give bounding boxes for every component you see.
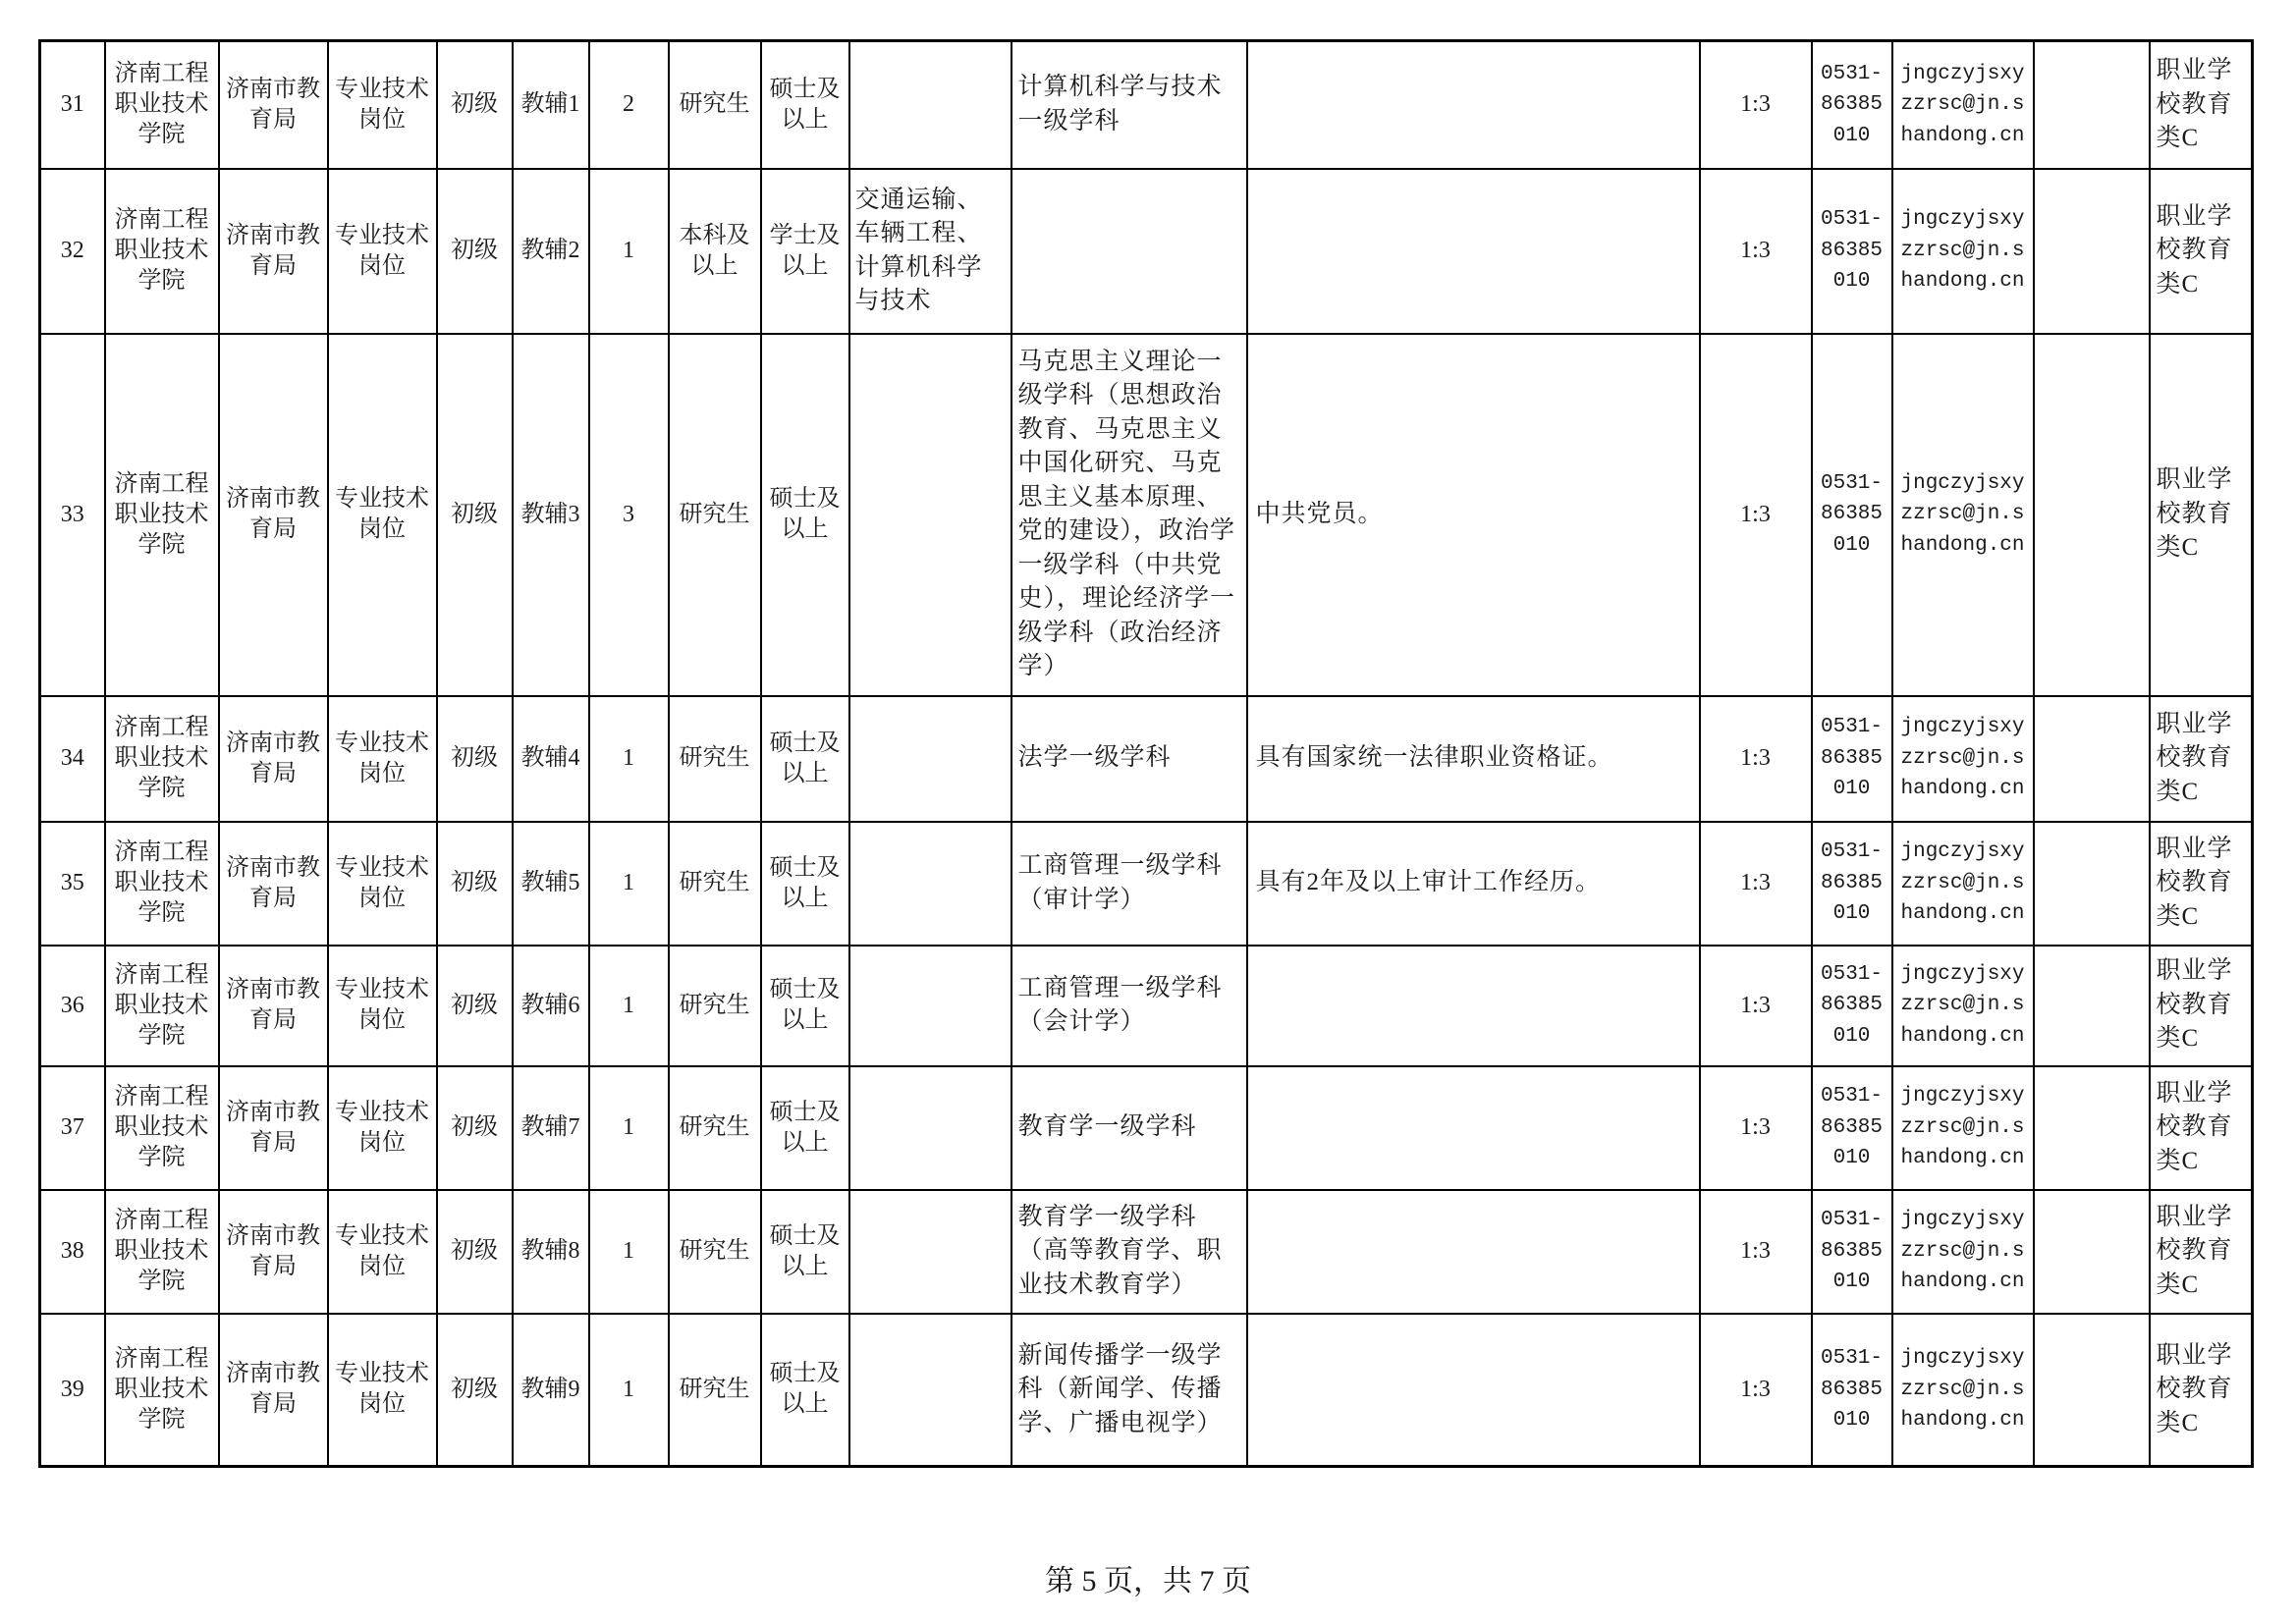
headcount-cell: 2 bbox=[589, 41, 669, 169]
education-cell: 研究生 bbox=[669, 1314, 761, 1467]
degree-cell: 硕士及以上 bbox=[761, 696, 849, 822]
phone-cell: 0531-86385010 bbox=[1812, 946, 1892, 1066]
degree-cell: 硕士及以上 bbox=[761, 41, 849, 169]
row-number-cell: 38 bbox=[40, 1190, 105, 1314]
table-row bbox=[40, 1066, 2253, 1190]
exam-category-cell: 职业学校教育类C bbox=[2150, 946, 2253, 1066]
headcount-cell: 1 bbox=[589, 1066, 669, 1190]
email-cell: jngczyjsxyzzrsc@jn.shandong.cn bbox=[1892, 696, 2034, 822]
table-row bbox=[40, 41, 2253, 169]
row-number-cell: 37 bbox=[40, 1066, 105, 1190]
education-cell: 研究生 bbox=[669, 1066, 761, 1190]
phone-cell: 0531-86385010 bbox=[1812, 822, 1892, 946]
undergrad-major-cell bbox=[849, 822, 1011, 946]
table-row bbox=[40, 1190, 2253, 1314]
degree-cell: 硕士及以上 bbox=[761, 1066, 849, 1190]
post-name-cell: 教辅3 bbox=[513, 334, 589, 696]
undergrad-major-cell bbox=[849, 1190, 1011, 1314]
other-requirements-cell bbox=[1247, 946, 1700, 1066]
undergrad-major-cell bbox=[849, 1314, 1011, 1467]
employer-cell: 济南工程职业技术学院 bbox=[105, 696, 219, 822]
post-name-cell: 教辅9 bbox=[513, 1314, 589, 1467]
other-requirements-cell: 中共党员。 bbox=[1247, 334, 1700, 696]
education-cell: 研究生 bbox=[669, 822, 761, 946]
remarks-cell bbox=[2034, 41, 2150, 169]
post-level-cell: 初级 bbox=[437, 946, 513, 1066]
table-row bbox=[40, 696, 2253, 822]
post-level-cell: 初级 bbox=[437, 334, 513, 696]
ratio-cell: 1:3 bbox=[1700, 946, 1812, 1066]
other-requirements-cell bbox=[1247, 1190, 1700, 1314]
recruitment-table bbox=[38, 39, 2254, 1468]
remarks-cell bbox=[2034, 1314, 2150, 1467]
post-level-cell: 初级 bbox=[437, 822, 513, 946]
phone-cell: 0531-86385010 bbox=[1812, 334, 1892, 696]
exam-category-cell: 职业学校教育类C bbox=[2150, 169, 2253, 334]
post-category-cell: 专业技术岗位 bbox=[328, 822, 437, 946]
post-level-cell: 初级 bbox=[437, 1190, 513, 1314]
post-category-cell: 专业技术岗位 bbox=[328, 1190, 437, 1314]
exam-category-cell: 职业学校教育类C bbox=[2150, 696, 2253, 822]
employer-cell: 济南工程职业技术学院 bbox=[105, 1190, 219, 1314]
remarks-cell bbox=[2034, 334, 2150, 696]
authority-cell: 济南市教育局 bbox=[219, 169, 328, 334]
authority-cell: 济南市教育局 bbox=[219, 1066, 328, 1190]
exam-category-cell: 职业学校教育类C bbox=[2150, 334, 2253, 696]
undergrad-major-cell bbox=[849, 41, 1011, 169]
other-requirements-cell bbox=[1247, 1314, 1700, 1467]
authority-cell: 济南市教育局 bbox=[219, 1190, 328, 1314]
headcount-cell: 1 bbox=[589, 946, 669, 1066]
row-number-cell: 32 bbox=[40, 169, 105, 334]
page-number: 第 5 页，共 7 页 bbox=[1045, 1565, 1251, 1597]
remarks-cell bbox=[2034, 946, 2150, 1066]
post-name-cell: 教辅6 bbox=[513, 946, 589, 1066]
degree-cell: 硕士及以上 bbox=[761, 1190, 849, 1314]
post-level-cell: 初级 bbox=[437, 1314, 513, 1467]
post-category-cell: 专业技术岗位 bbox=[328, 696, 437, 822]
exam-category-cell: 职业学校教育类C bbox=[2150, 41, 2253, 169]
phone-cell: 0531-86385010 bbox=[1812, 41, 1892, 169]
phone-cell: 0531-86385010 bbox=[1812, 1314, 1892, 1467]
email-cell: jngczyjsxyzzrsc@jn.shandong.cn bbox=[1892, 169, 2034, 334]
phone-cell: 0531-86385010 bbox=[1812, 696, 1892, 822]
email-cell: jngczyjsxyzzrsc@jn.shandong.cn bbox=[1892, 822, 2034, 946]
phone-cell: 0531-86385010 bbox=[1812, 1066, 1892, 1190]
post-name-cell: 教辅4 bbox=[513, 696, 589, 822]
headcount-cell: 1 bbox=[589, 169, 669, 334]
row-number-cell: 33 bbox=[40, 334, 105, 696]
employer-cell: 济南工程职业技术学院 bbox=[105, 822, 219, 946]
remarks-cell bbox=[2034, 1066, 2150, 1190]
degree-cell: 硕士及以上 bbox=[761, 334, 849, 696]
headcount-cell: 1 bbox=[589, 1190, 669, 1314]
row-number-cell: 31 bbox=[40, 41, 105, 169]
authority-cell: 济南市教育局 bbox=[219, 822, 328, 946]
authority-cell: 济南市教育局 bbox=[219, 1314, 328, 1467]
undergrad-major-cell bbox=[849, 1066, 1011, 1190]
education-cell: 研究生 bbox=[669, 946, 761, 1066]
other-requirements-cell bbox=[1247, 41, 1700, 169]
row-number-cell: 35 bbox=[40, 822, 105, 946]
postgrad-major-cell: 教育学一级学科 bbox=[1011, 1066, 1247, 1190]
row-number-cell: 39 bbox=[40, 1314, 105, 1467]
post-name-cell: 教辅1 bbox=[513, 41, 589, 169]
other-requirements-cell: 具有国家统一法律职业资格证。 bbox=[1247, 696, 1700, 822]
post-name-cell: 教辅5 bbox=[513, 822, 589, 946]
ratio-cell: 1:3 bbox=[1700, 1190, 1812, 1314]
postgrad-major-cell: 教育学一级学科（高等教育学、职业技术教育学） bbox=[1011, 1190, 1247, 1314]
postgrad-major-cell bbox=[1011, 169, 1247, 334]
employer-cell: 济南工程职业技术学院 bbox=[105, 169, 219, 334]
authority-cell: 济南市教育局 bbox=[219, 41, 328, 169]
headcount-cell: 3 bbox=[589, 334, 669, 696]
email-cell: jngczyjsxyzzrsc@jn.shandong.cn bbox=[1892, 41, 2034, 169]
row-number-cell: 34 bbox=[40, 696, 105, 822]
authority-cell: 济南市教育局 bbox=[219, 946, 328, 1066]
ratio-cell: 1:3 bbox=[1700, 1066, 1812, 1190]
degree-cell: 硕士及以上 bbox=[761, 946, 849, 1066]
postgrad-major-cell: 工商管理一级学科（会计学） bbox=[1011, 946, 1247, 1066]
other-requirements-cell: 具有2年及以上审计工作经历。 bbox=[1247, 822, 1700, 946]
post-category-cell: 专业技术岗位 bbox=[328, 1314, 437, 1467]
email-cell: jngczyjsxyzzrsc@jn.shandong.cn bbox=[1892, 1314, 2034, 1467]
undergrad-major-cell bbox=[849, 946, 1011, 1066]
degree-cell: 硕士及以上 bbox=[761, 1314, 849, 1467]
post-level-cell: 初级 bbox=[437, 696, 513, 822]
education-cell: 研究生 bbox=[669, 41, 761, 169]
post-name-cell: 教辅7 bbox=[513, 1066, 589, 1190]
other-requirements-cell bbox=[1247, 169, 1700, 334]
table-row bbox=[40, 169, 2253, 334]
post-level-cell: 初级 bbox=[437, 169, 513, 334]
undergrad-major-cell bbox=[849, 696, 1011, 822]
ratio-cell: 1:3 bbox=[1700, 169, 1812, 334]
email-cell: jngczyjsxyzzrsc@jn.shandong.cn bbox=[1892, 946, 2034, 1066]
email-cell: jngczyjsxyzzrsc@jn.shandong.cn bbox=[1892, 1066, 2034, 1190]
degree-cell: 学士及以上 bbox=[761, 169, 849, 334]
postgrad-major-cell: 计算机科学与技术一级学科 bbox=[1011, 41, 1247, 169]
phone-cell: 0531-86385010 bbox=[1812, 1190, 1892, 1314]
postgrad-major-cell: 法学一级学科 bbox=[1011, 696, 1247, 822]
post-category-cell: 专业技术岗位 bbox=[328, 41, 437, 169]
table-row bbox=[40, 334, 2253, 696]
post-level-cell: 初级 bbox=[437, 1066, 513, 1190]
other-requirements-cell bbox=[1247, 1066, 1700, 1190]
remarks-cell bbox=[2034, 1190, 2150, 1314]
remarks-cell bbox=[2034, 696, 2150, 822]
table-row bbox=[40, 822, 2253, 946]
employer-cell: 济南工程职业技术学院 bbox=[105, 334, 219, 696]
row-number-cell: 36 bbox=[40, 946, 105, 1066]
ratio-cell: 1:3 bbox=[1700, 822, 1812, 946]
education-cell: 研究生 bbox=[669, 334, 761, 696]
headcount-cell: 1 bbox=[589, 696, 669, 822]
postgrad-major-cell: 马克思主义理论一级学科（思想政治教育、马克思主义中国化研究、马克思主义基本原理、党的建设），政治学一级学科（中共党史），理论经济学一级学科（政治经济学） bbox=[1011, 334, 1247, 696]
employer-cell: 济南工程职业技术学院 bbox=[105, 946, 219, 1066]
education-cell: 本科及以上 bbox=[669, 169, 761, 334]
employer-cell: 济南工程职业技术学院 bbox=[105, 41, 219, 169]
postgrad-major-cell: 新闻传播学一级学科（新闻学、传播学、广播电视学） bbox=[1011, 1314, 1247, 1467]
post-category-cell: 专业技术岗位 bbox=[328, 334, 437, 696]
authority-cell: 济南市教育局 bbox=[219, 696, 328, 822]
post-name-cell: 教辅8 bbox=[513, 1190, 589, 1314]
undergrad-major-cell bbox=[849, 334, 1011, 696]
postgrad-major-cell: 工商管理一级学科（审计学） bbox=[1011, 822, 1247, 946]
exam-category-cell: 职业学校教育类C bbox=[2150, 1314, 2253, 1467]
table-row bbox=[40, 1314, 2253, 1467]
exam-category-cell: 职业学校教育类C bbox=[2150, 822, 2253, 946]
headcount-cell: 1 bbox=[589, 822, 669, 946]
employer-cell: 济南工程职业技术学院 bbox=[105, 1314, 219, 1467]
phone-cell: 0531-86385010 bbox=[1812, 169, 1892, 334]
post-level-cell: 初级 bbox=[437, 41, 513, 169]
degree-cell: 硕士及以上 bbox=[761, 822, 849, 946]
post-category-cell: 专业技术岗位 bbox=[328, 946, 437, 1066]
post-category-cell: 专业技术岗位 bbox=[328, 169, 437, 334]
exam-category-cell: 职业学校教育类C bbox=[2150, 1066, 2253, 1190]
ratio-cell: 1:3 bbox=[1700, 1314, 1812, 1467]
table-row bbox=[40, 946, 2253, 1066]
email-cell: jngczyjsxyzzrsc@jn.shandong.cn bbox=[1892, 334, 2034, 696]
email-cell: jngczyjsxyzzrsc@jn.shandong.cn bbox=[1892, 1190, 2034, 1314]
education-cell: 研究生 bbox=[669, 696, 761, 822]
exam-category-cell: 职业学校教育类C bbox=[2150, 1190, 2253, 1314]
employer-cell: 济南工程职业技术学院 bbox=[105, 1066, 219, 1190]
post-category-cell: 专业技术岗位 bbox=[328, 1066, 437, 1190]
remarks-cell bbox=[2034, 169, 2150, 334]
ratio-cell: 1:3 bbox=[1700, 696, 1812, 822]
remarks-cell bbox=[2034, 822, 2150, 946]
post-name-cell: 教辅2 bbox=[513, 169, 589, 334]
education-cell: 研究生 bbox=[669, 1190, 761, 1314]
headcount-cell: 1 bbox=[589, 1314, 669, 1467]
ratio-cell: 1:3 bbox=[1700, 41, 1812, 169]
ratio-cell: 1:3 bbox=[1700, 334, 1812, 696]
undergrad-major-cell: 交通运输、车辆工程、计算机科学与技术 bbox=[849, 169, 1011, 334]
authority-cell: 济南市教育局 bbox=[219, 334, 328, 696]
